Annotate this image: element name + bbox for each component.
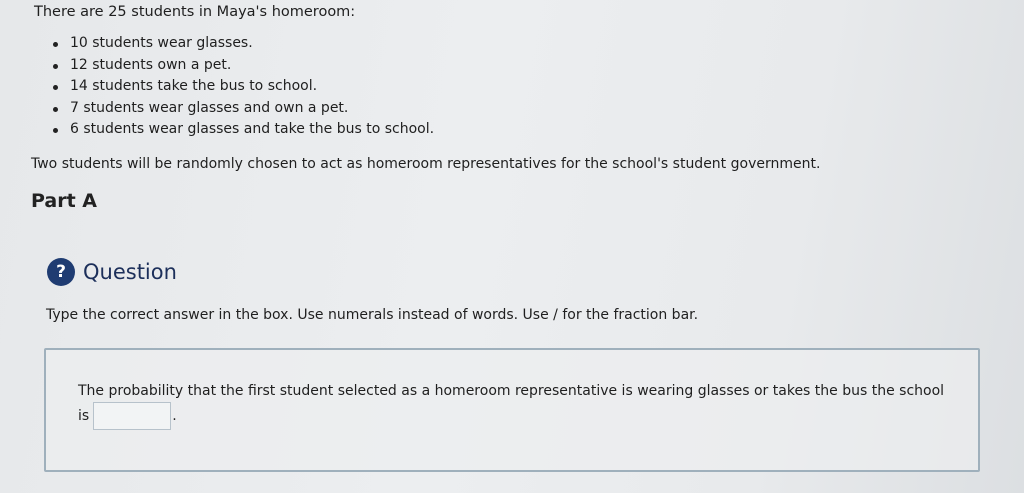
list-item: 14 students take the bus to school. [50, 76, 434, 98]
answer-prompt-text: The probability that the first student selected as a homeroom representative is wearing glasses or takes the bus the school is [78, 383, 945, 424]
list-item: 10 students wear glasses. [50, 33, 434, 55]
answer-card [44, 348, 980, 472]
question-header [47, 258, 177, 286]
question-title: Question [83, 260, 177, 284]
facts-list [50, 33, 434, 141]
question-mark-icon: ? [47, 258, 75, 286]
list-item: 6 students wear glasses and take the bus to school. [50, 119, 434, 141]
answer-prompt [78, 380, 958, 430]
part-title: Part A [31, 190, 98, 212]
answer-input[interactable] [93, 402, 171, 430]
instructions-text: Type the correct answer in the box. Use numerals instead of words. Use / for the fraction bar. [46, 307, 699, 323]
answer-suffix: . [172, 408, 177, 424]
list-item: 7 students wear glasses and own a pet. [50, 98, 434, 120]
list-item: 12 students own a pet. [50, 55, 434, 77]
scenario-text: Two students will be randomly chosen to act as homeroom representatives for the school's student government. [31, 156, 821, 172]
intro-text: There are 25 students in Maya's homeroom: [34, 4, 356, 20]
